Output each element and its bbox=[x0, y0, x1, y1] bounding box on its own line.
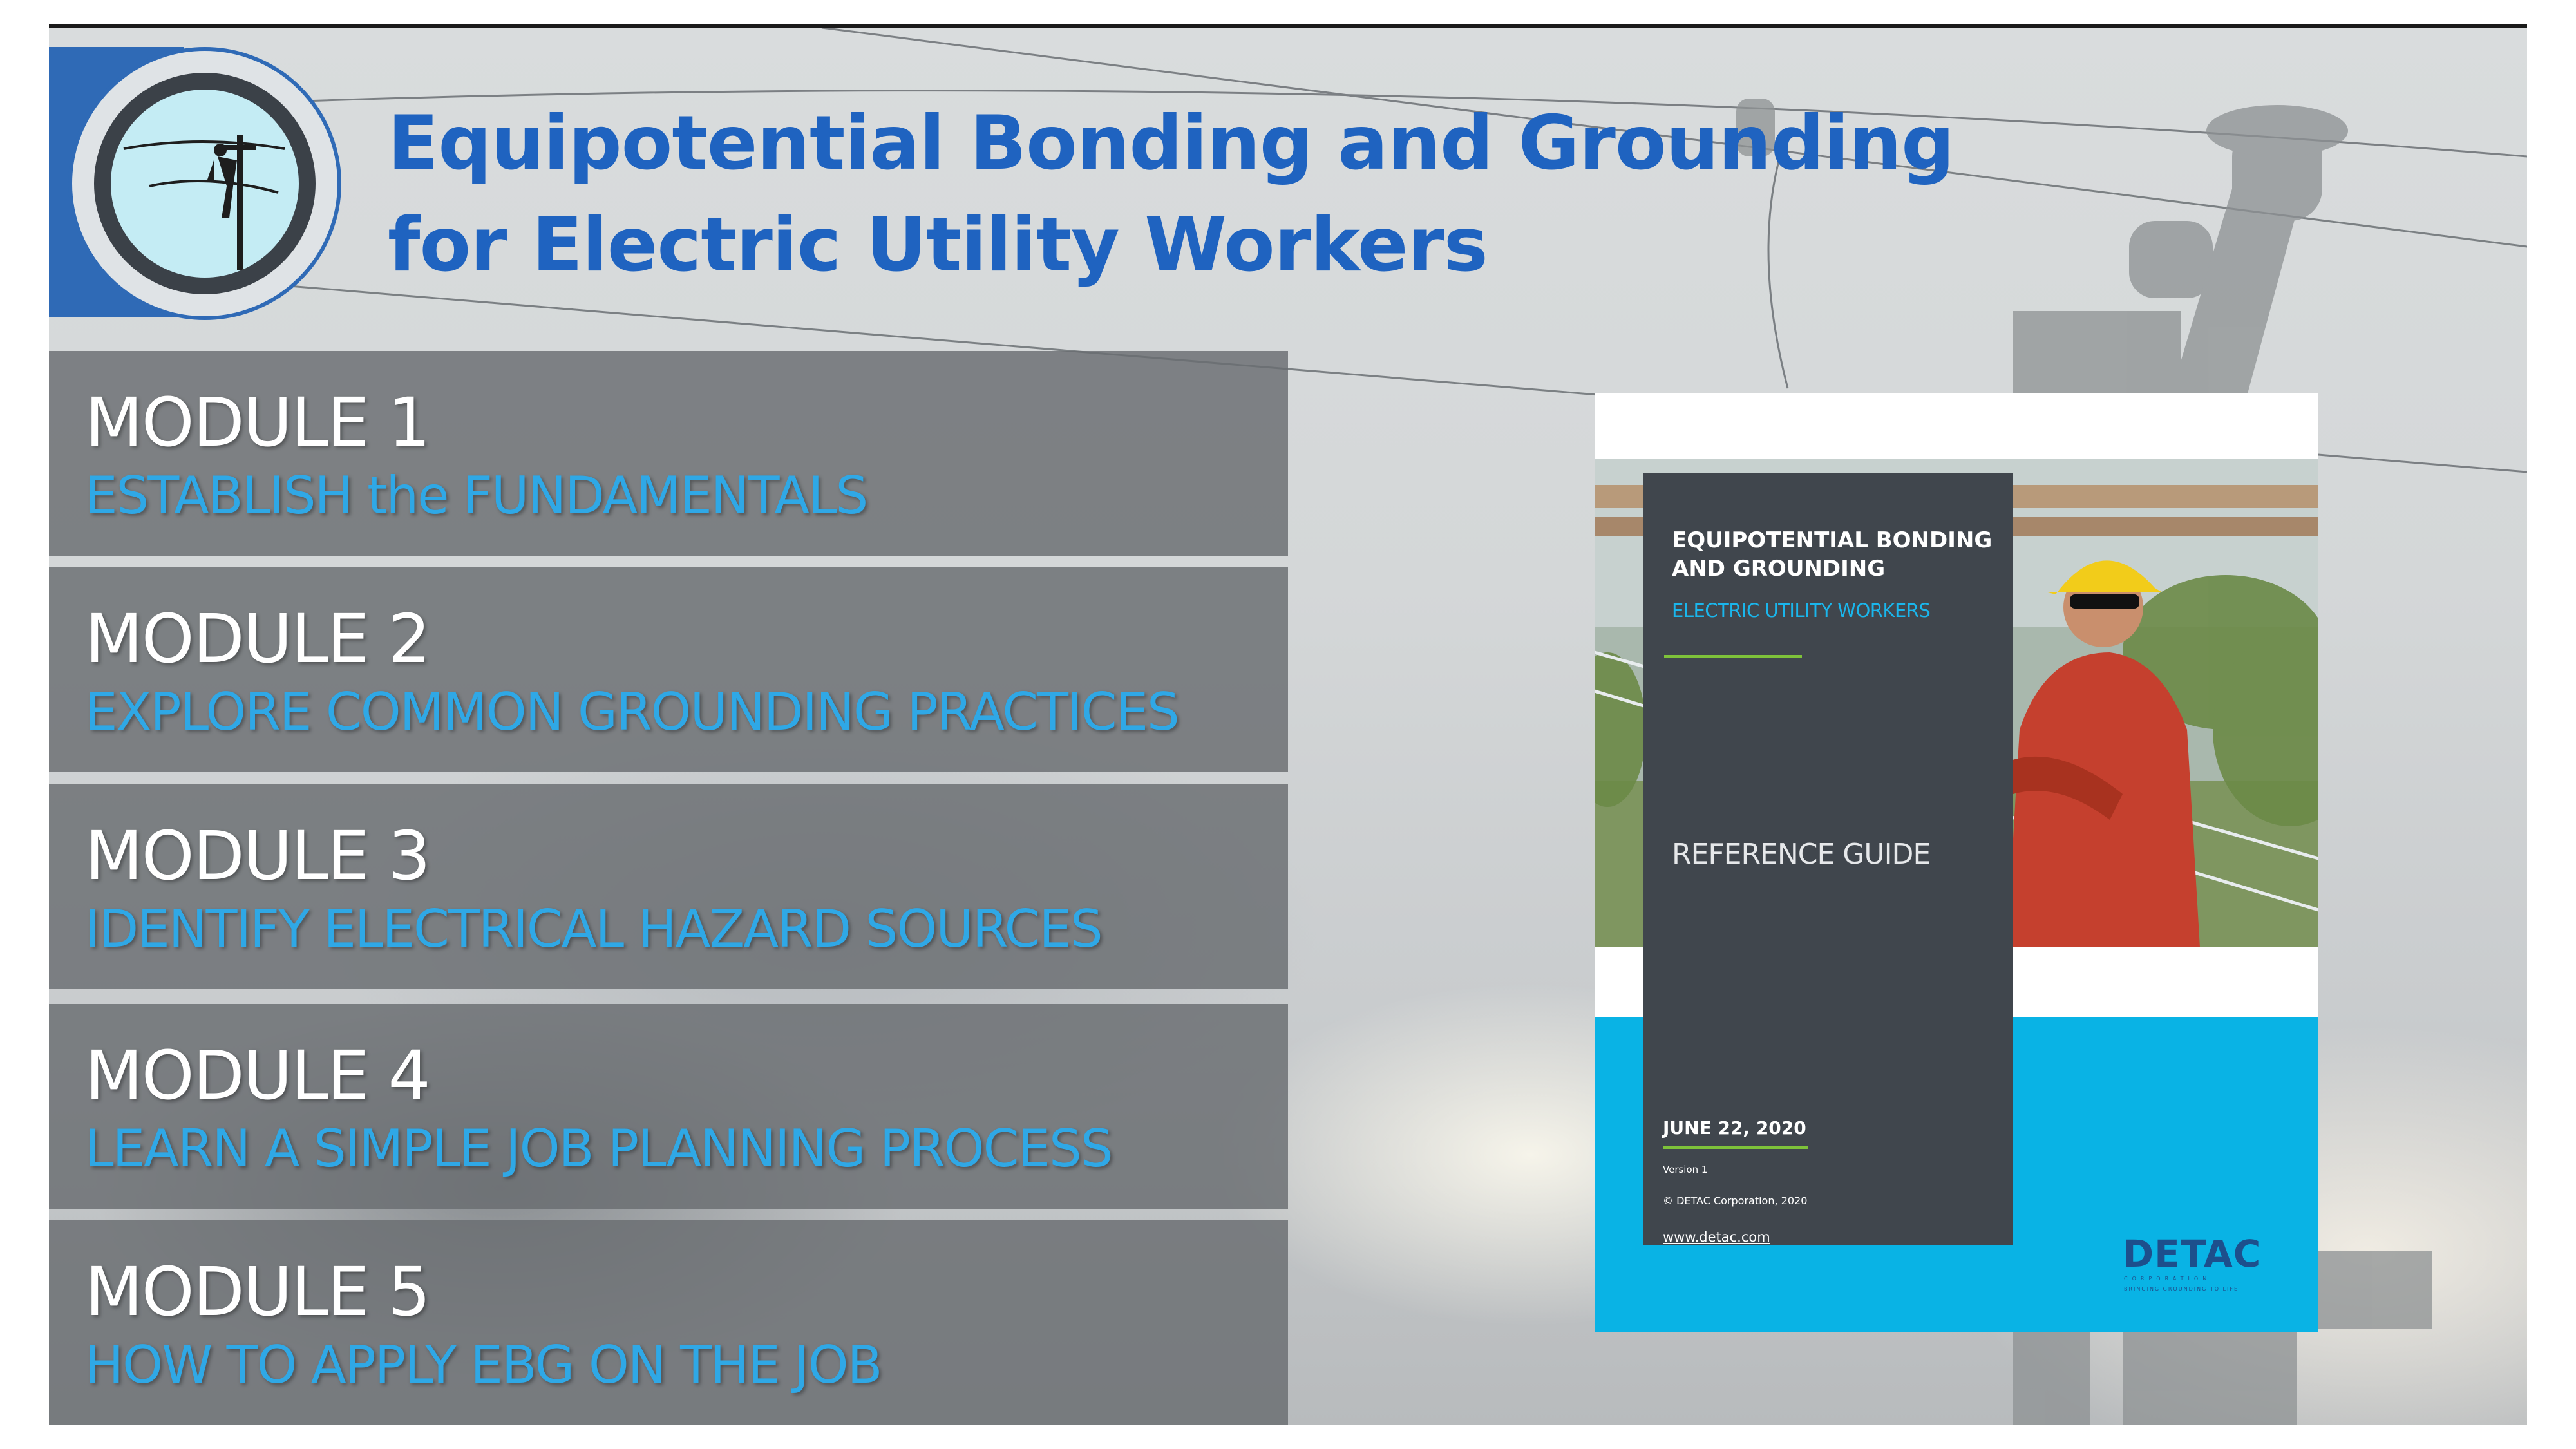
cover-url-link[interactable]: www.detac.com bbox=[1663, 1229, 1770, 1245]
module-5-subtitle: HOW TO APPLY EBG ON THE JOB bbox=[85, 1335, 882, 1395]
detac-tagline: BRINGING GROUNDING TO LIFE bbox=[2124, 1286, 2239, 1292]
module-2-title: MODULE 2 bbox=[85, 600, 430, 678]
module-5-title: MODULE 5 bbox=[85, 1253, 430, 1331]
module-3-card[interactable] bbox=[49, 784, 1288, 989]
cover-title: EQUIPOTENTIAL BONDING AND GROUNDING bbox=[1672, 527, 1993, 582]
module-3-title: MODULE 3 bbox=[85, 817, 430, 895]
module-5-card[interactable] bbox=[49, 1220, 1288, 1425]
detac-logo: DETAC bbox=[2123, 1232, 2262, 1276]
module-4-subtitle: LEARN A SIMPLE JOB PLANNING PROCESS bbox=[85, 1119, 1112, 1179]
module-3-subtitle: IDENTIFY ELECTRICAL HAZARD SOURCES bbox=[85, 899, 1102, 959]
cover-divider bbox=[1664, 655, 1802, 658]
detac-logo-subtext: CORPORATION bbox=[2124, 1276, 2211, 1282]
cover-copyright: © DETAC Corporation, 2020 bbox=[1663, 1195, 1808, 1207]
module-4-title: MODULE 4 bbox=[85, 1036, 430, 1115]
cover-version: Version 1 bbox=[1663, 1164, 1708, 1175]
cover-document-type: REFERENCE GUIDE bbox=[1672, 838, 1931, 871]
module-1-card[interactable] bbox=[49, 351, 1288, 556]
module-1-title: MODULE 1 bbox=[85, 383, 430, 462]
lineworker-on-pole-icon bbox=[94, 73, 316, 294]
module-1-subtitle: ESTABLISH the FUNDAMENTALS bbox=[85, 466, 867, 526]
page-title-line-1: Equipotential Bonding and Grounding bbox=[388, 100, 1955, 187]
cover-date-underline bbox=[1663, 1146, 1808, 1149]
cover-title-panel bbox=[1643, 473, 2013, 1245]
page-title-line-2: for Electric Utility Workers bbox=[388, 202, 1488, 289]
module-2-card[interactable] bbox=[49, 567, 1288, 772]
bottom-margin bbox=[0, 1425, 2576, 1449]
cover-subtitle: ELECTRIC UTILITY WORKERS bbox=[1672, 600, 1931, 621]
cover-date: JUNE 22, 2020 bbox=[1663, 1117, 1806, 1139]
slide bbox=[49, 28, 2527, 1425]
module-4-card[interactable] bbox=[49, 1004, 1288, 1209]
module-2-subtitle: EXPLORE COMMON GROUNDING PRACTICES bbox=[85, 682, 1179, 742]
reference-guide-cover[interactable] bbox=[1595, 393, 2318, 1332]
